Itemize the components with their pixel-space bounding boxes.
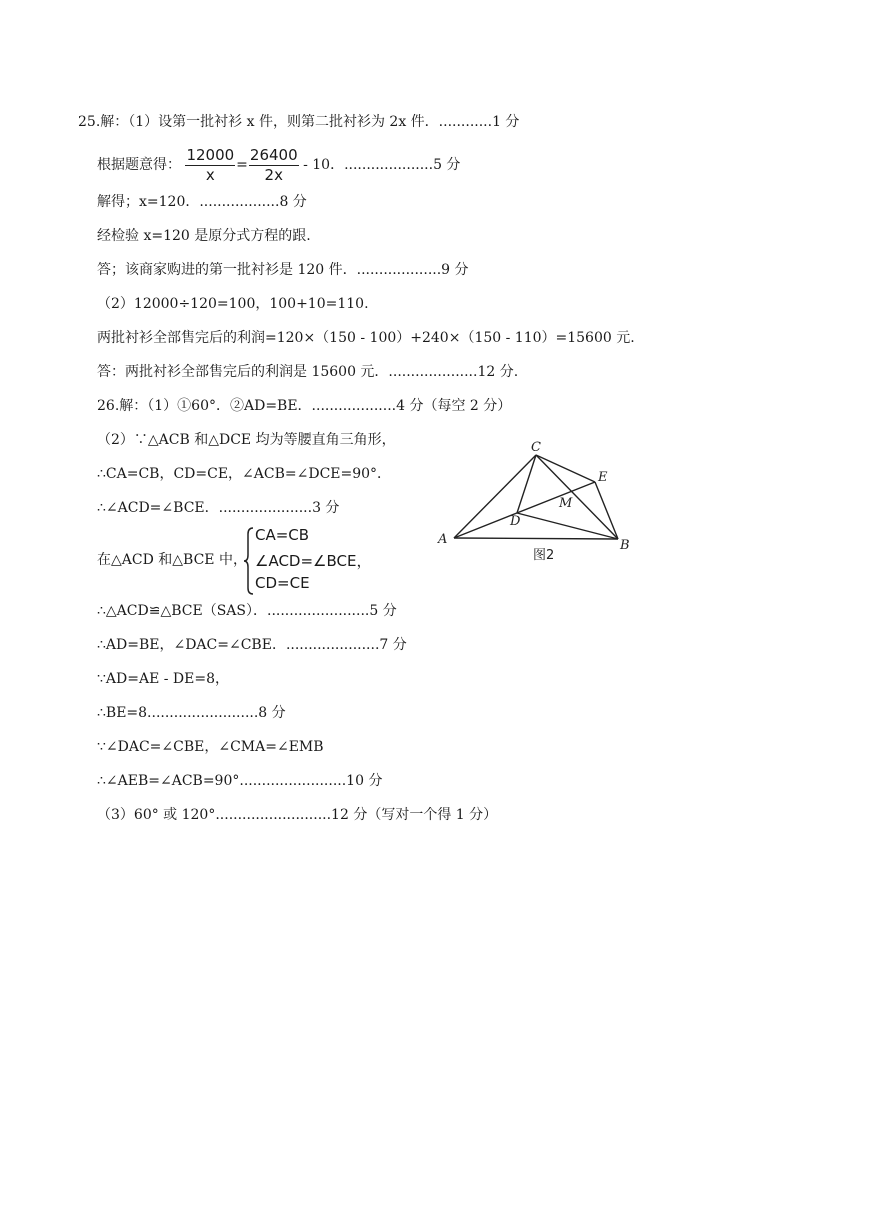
- q25-frac1-denominator: x: [205, 165, 215, 184]
- q26-line3: ∴CA=CB，CD=CE，∠ACB=∠DCE=90°．: [97, 466, 392, 482]
- left-brace-icon: [243, 526, 255, 596]
- label-D: D: [510, 514, 521, 529]
- label-A: A: [438, 532, 448, 547]
- label-M: M: [559, 496, 573, 511]
- q26-line5: 在△ACD 和△BCE 中，: [97, 552, 247, 568]
- q26-line7: ∴AD=BE，∠DAC=∠CBE．.....................7 分: [97, 637, 407, 653]
- q25-line1: 25.解：（1）设第一批衬衫 x 件，则第二批衬衫为 2x 件．............1 分: [78, 114, 520, 130]
- q26-equation-system: [243, 526, 383, 596]
- segment-CE: [536, 455, 595, 482]
- system-row-2: ∠ACD=∠BCE，: [255, 552, 372, 570]
- q25-check: 经检验 x=120 是原分式方程的跟.: [97, 228, 311, 244]
- q26-line4: ∴∠ACD=∠BCE．.....................3 分: [97, 500, 340, 516]
- q25-frac1-numerator: 12000: [186, 145, 235, 164]
- label-B: B: [620, 538, 630, 553]
- q25-frac2-numerator: 26400: [249, 145, 298, 164]
- q25-equation: [97, 145, 460, 185]
- segment-AB: [454, 538, 618, 539]
- geometry-figure-2: [430, 435, 640, 570]
- figure-caption: 图2: [533, 548, 555, 563]
- q25-fraction-2: [249, 147, 299, 184]
- q26-line9: ∴BE=8.........................8 分: [97, 705, 286, 721]
- q25-eq-prefix: 根据题意得：: [97, 157, 181, 173]
- label-C: C: [531, 440, 541, 455]
- segment-DB: [517, 513, 618, 539]
- system-row-1: CA=CB: [255, 526, 310, 544]
- q25-profit: 两批衬衫全部售完后的利润=120×（150 - 100）+240×（150 - 110）=15600 元.: [97, 330, 635, 346]
- q25-eq-suffix: - 10．....................5 分: [303, 157, 461, 173]
- q25-eq-sign: =: [236, 157, 248, 173]
- q25-answer2: 答：两批衬衫全部售完后的利润是 15600 元．....................12 分.: [97, 364, 519, 380]
- q25-solve: 解得；x=120．..................8 分: [97, 194, 307, 210]
- q26-line11: ∴∠AEB=∠ACB=90°........................10 分: [97, 773, 383, 789]
- q26-line1: 26.解：（1）①60°．②AD=BE．...................4 分（每空 2 分）: [97, 398, 512, 414]
- segment-EB: [595, 482, 618, 539]
- q25-answer1: 答；该商家购进的第一批衬衫是 120 件．...................9 分: [97, 262, 469, 278]
- q26-line8: ∵AD=AE - DE=8，: [97, 671, 230, 687]
- q26-line2: （2）∵△ACB 和△DCE 均为等腰直角三角形，: [97, 432, 396, 448]
- q26-line10: ∵∠DAC=∠CBE，∠CMA=∠EMB: [97, 739, 324, 755]
- q25-fraction-1: [185, 147, 235, 184]
- q26-line6: ∴△ACD≌△BCE（SAS）．.......................5 分: [97, 603, 397, 619]
- system-row-3: CD=CE: [255, 574, 310, 592]
- q25-part2: （2）12000÷120=100，100+10=110.: [97, 296, 369, 312]
- label-E: E: [598, 470, 608, 485]
- q26-line12: （3）60° 或 120°..........................12 分（写对一个得 1 分）: [97, 807, 498, 823]
- segment-AC: [454, 455, 536, 538]
- q25-frac2-denominator: 2x: [264, 165, 283, 184]
- segment-CB: [536, 455, 618, 539]
